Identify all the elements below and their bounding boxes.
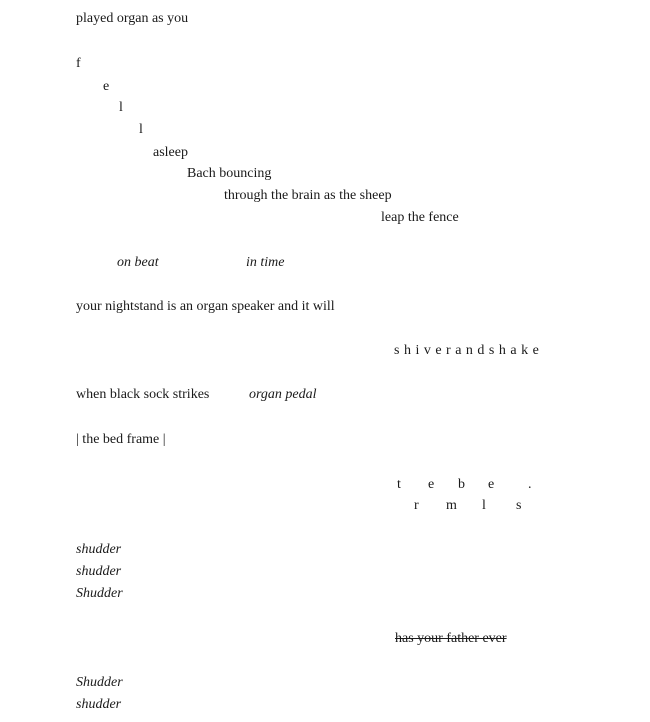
- poem-shiver-and-shake: s h i v e r a n d s h a k e: [394, 343, 540, 358]
- tremble-letter-e2: e: [488, 477, 495, 492]
- tremble-letter-l: l: [482, 498, 486, 513]
- fell-letter-f: f: [76, 56, 81, 71]
- poem-bed-frame: | the bed frame |: [76, 432, 166, 447]
- poem-line-bach: Bach bouncing: [187, 166, 272, 181]
- poem-shudder-1: shudder: [76, 542, 122, 557]
- poem-line-nightstand: your nightstand is an organ speaker and it will: [76, 299, 335, 314]
- tremble-letter-e1: e: [428, 477, 435, 492]
- poem-in-time: in time: [246, 255, 285, 270]
- tremble-period: .: [528, 477, 532, 492]
- poem-word-asleep: asleep: [153, 145, 188, 160]
- poem-on-beat: on beat: [117, 255, 159, 270]
- tremble-letter-t: t: [397, 477, 401, 492]
- poem-shudder-3: Shudder: [76, 586, 123, 601]
- poem-line-played-organ: played organ as you: [76, 11, 189, 26]
- fell-letter-l1: l: [119, 100, 123, 115]
- tremble-letter-b: b: [458, 477, 465, 492]
- poem-organ-pedal: organ pedal: [249, 387, 317, 402]
- poem-shudder-4: Shudder: [76, 675, 123, 690]
- tremble-letter-s: s: [516, 498, 522, 513]
- poem-line-black-sock: when black sock strikes: [76, 387, 210, 402]
- tremble-letter-r: r: [414, 498, 419, 513]
- poem-line-fence: leap the fence: [381, 210, 459, 225]
- poem-father-strikethrough: has your father ever: [395, 631, 507, 646]
- fell-letter-l2: l: [139, 122, 143, 137]
- poem-line-brain: through the brain as the sheep: [224, 188, 392, 203]
- tremble-letter-m: m: [446, 498, 457, 513]
- poem-shudder-5: shudder: [76, 697, 122, 712]
- poem-shudder-2: shudder: [76, 564, 122, 579]
- fell-letter-e: e: [103, 79, 110, 94]
